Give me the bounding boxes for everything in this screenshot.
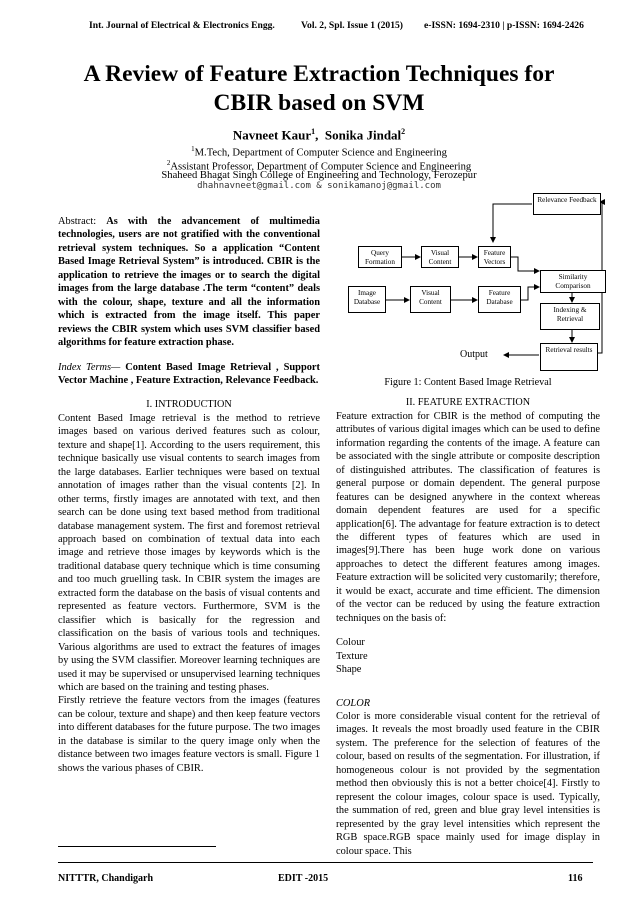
abstract-label: Abstract: — [58, 216, 97, 227]
journal-volume: Vol. 2, Spl. Issue 1 (2015) — [301, 20, 403, 31]
author-1-sup: 1 — [311, 127, 316, 136]
output-label: Output — [460, 349, 488, 360]
section-1-heading: I. INTRODUCTION — [146, 399, 232, 411]
affiliation-1-text: M.Tech, Department of Computer Science and Engineering — [194, 147, 447, 159]
index-terms-text: Content Based Image Retrieval , Support Vector Machine , Feature Extraction, Relevance Feedback. — [58, 361, 320, 386]
abstract — [58, 215, 320, 350]
right-column — [336, 376, 600, 858]
box-image-database: Image Database — [348, 286, 386, 313]
left-column — [58, 215, 320, 775]
box-feature-vectors: Feature Vectors — [478, 246, 511, 268]
feature-list-item: Texture — [336, 650, 368, 662]
affiliation-2-text: Assistant Professor, Department of Computer Science and Engineering — [170, 161, 472, 173]
paper-title — [20, 60, 618, 118]
box-retrieval-results: Retrieval results — [540, 343, 598, 371]
author-2-sup: 2 — [401, 127, 406, 136]
footer-rule — [58, 862, 593, 863]
arrow-feedback-to-feature — [493, 204, 532, 242]
footnote-rule — [58, 846, 216, 847]
box-feature-database: Feature Database — [478, 286, 521, 313]
box-indexing-retrieval: Indexing & Retrieval — [540, 303, 600, 330]
intro-paragraph-1: Content Based Image retrieval is the method to retrieve images based on various derived features such as colour, texture and shape[1]. According to the users requirement, this technique basically use visual contents to search images from the large databases. Earlier techniques were based on textual annotation of images rather than the visual contents [2]. In other terms, firstly images are annotated with text, and then search can be done using text based method from traditional database management system. The first and foremost retrieval approach based on combination of textual data into each image and retrieve those images by keywords which is the traditional database query technique which is time consuming and too much gruelling task. In CBIR system the images are extracted form the database on the basis of visual contents and represented as feature vectors. Furthermore, SVM is the classifier which is basically for the regression and classification on the basis of various tools and techniques. Various algorithms are used to extract the features of images by using the SVM classifier. Moreover learning techniques are used it may be supervised or unsupervised learning techniques which are based on the training and testing phases. — [58, 412, 320, 693]
feature-list-item: Colour — [336, 637, 365, 649]
footer-event: EDIT -2015 — [278, 873, 329, 884]
abstract-text: As with the advancement of multimedia technologies, users are not gratified with the conventional retrieval system techniques. So a application “Content Based Image Retrieval System” is introduced. CBIR is the application to retrieve the images or to search the digital images from the large database .The term “content” deals with the colour, shape, texture and all the information which is extracted from the image itself. This paper reviews the CBIR system which uses SVM classifier based algorithms for feature extraction phase. — [58, 216, 320, 349]
author-separator: , — [315, 127, 325, 143]
author-emails: dhahnavneet@gmail.com & sonikamanoj@gmail.com — [197, 181, 441, 191]
intro-paragraph-2: Firstly retrieve the feature vectors from the images (features can be colour, texture and shape) and then keep feature vectors into different databases for the future purpose. The two images in the database is similar to the query image only when the distance between two images feature vectors is small. Figure 1 shows the various phases of CBIR. — [58, 695, 320, 774]
author-list — [0, 127, 638, 143]
journal-name: Int. Journal of Electrical & Electronics Engg. — [89, 20, 275, 31]
color-paragraph: Color is more considerable visual content for the retrieval of images. It reveals the most broadly used feature in the CBIR system. The preference for the selection of features of the colour, based on results of the segmentation. For illustration, if homogeneous colour is not provided by the segmentation method then obviously this is not a better choice[4]. Firstly to represent the colour images, colour space is used. Typically, the summation of red, green and blue gray level intensities is represented by the gray level intensities which represent the RGB space.RGB space mainly used for image display in colour space. This — [336, 710, 600, 857]
affiliation-1-sup: 1 — [191, 145, 195, 153]
footer-institute: NITTTR, Chandigarh — [58, 873, 154, 884]
box-query-formation: Query Formation — [358, 246, 402, 268]
box-visual-content-top: Visual Content — [421, 246, 459, 268]
journal-issn: e-ISSN: 1694-2310 | p-ISSN: 1694-2426 — [424, 20, 584, 31]
index-terms — [58, 361, 320, 388]
section-2-heading: II. FEATURE EXTRACTION — [405, 397, 531, 409]
feature-extraction-paragraph: Feature extraction for CBIR is the method of computing the attributes of various digital images which can be used to define information regarding the contents of the image. A feature can be associated with the single attribute or composite description of distinguished attributes. The classification of features is general purpose or domain dependent. The general purpose features can be designed anywhere in the context whereas domain dependent features are used for a specific application[6]. The advantage for feature extraction is to detect the different types of features which are used in images[9].There has been huge work done on various approaches to detect the different features among images. Feature extraction will be solicited very customarily; therefore, it would be exact, accurate and time efficient. The dimension of the vector can be reduced by using the feature extraction techniques on the basis of: — [336, 410, 600, 624]
paper-title-line-2: CBIR based on SVM — [213, 90, 425, 116]
box-relevance-feedback: Relevance Feedback — [533, 193, 601, 215]
paper-title-line-1: A Review of Feature Extraction Techniques for — [83, 61, 555, 87]
arrow-feature-to-similarity — [511, 257, 539, 271]
box-similarity-comparison: Similarity Comparison — [540, 270, 606, 293]
cbir-diagram — [336, 190, 606, 378]
box-visual-content-bottom: Visual Content — [410, 286, 451, 313]
index-terms-label: Index Terms— — [58, 361, 121, 373]
author-2: Sonika Jindal — [324, 127, 402, 143]
arrow-featuredb-to-similarity — [521, 287, 539, 300]
page-number: 116 — [568, 873, 583, 884]
author-1: Navneet Kaur — [232, 127, 312, 143]
affiliation-institution: Shaheed Bhagat Singh College of Engineering and Technology, Ferozepur — [161, 170, 477, 181]
color-subheading: COLOR — [336, 697, 371, 709]
figure-caption: Figure 1: Content Based Image Retrieval — [384, 377, 552, 388]
feature-list-item: Shape — [336, 664, 362, 676]
affiliation-2-sup: 2 — [166, 159, 171, 167]
